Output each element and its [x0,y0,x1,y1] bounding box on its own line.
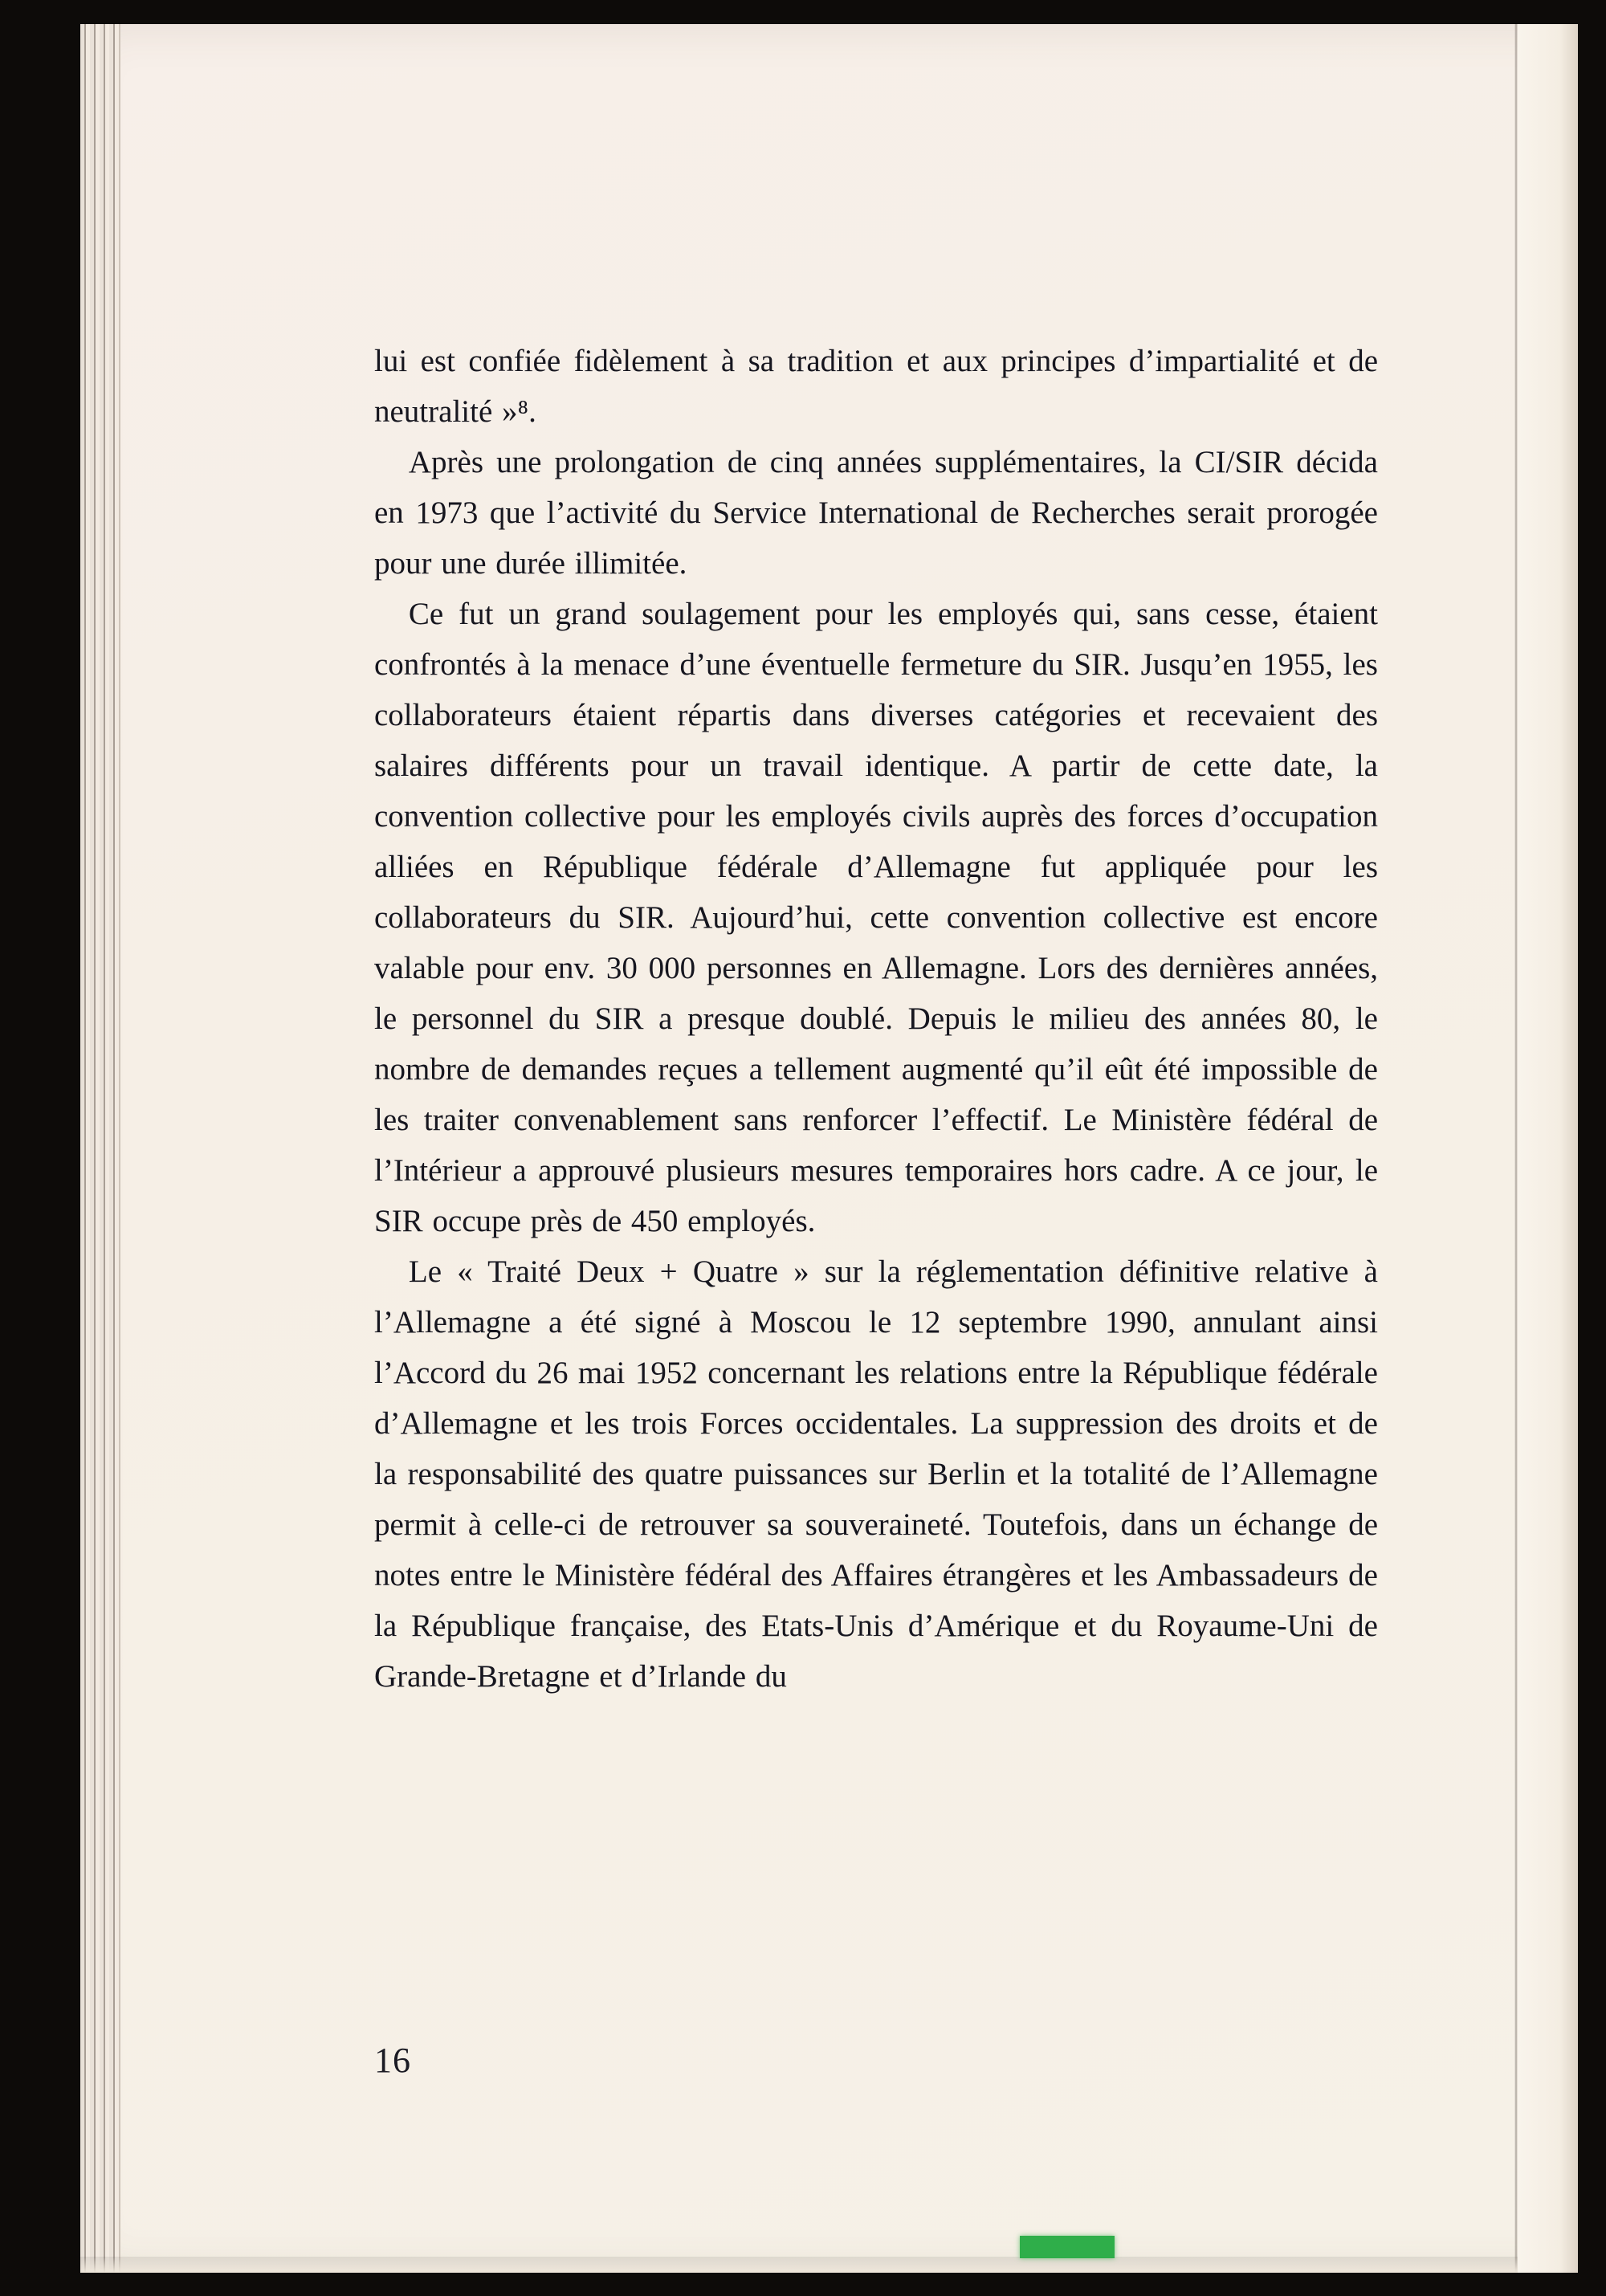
paragraph: Le « Traité Deux + Quatre » sur la réglementation définitive relative à l’Allemagne a été signé à Moscou le 12 septembre 1990, annulant ainsi l’Accord du 26 mai 1952 concernant les relations entre la République fédérale d’Allemagne et les trois Forces occidentales. La suppression des droits et de la responsabilité des quatre puissances sur Berlin et la totalité de l’Allemagne permit à celle-ci de retrouver sa souveraineté. Toutefois, dans un échange de notes entre le Ministère fédéral des Affaires étrangères et les Ambassadeurs de la République française, des Etats-Unis d’Amérique et du Royaume-Uni de Grande-Bretagne et d’Irlande du [374,1254,1378,1694]
book-page-stack-edges [80,24,120,2273]
scanner-green-artifact [1020,2236,1115,2258]
paragraph: Ce fut un grand soulagement pour les employés qui, sans cesse, étaient confrontés à la menace d’une éventuelle fermeture du SIR. Jusqu’en 1955, les collaborateurs étaient répartis dans diverses catégories et recevaient des salaires différents pour un travail identique. A partir de cette date, la convention collective pour les employés civils auprès des forces d’occupation alliées en République fédérale d’Allemagne fut appliquée pour les collaborateurs du SIR. Aujourd’hui, cette convention collective est encore valable pour env. 30 000 personnes en Allemagne. Lors des dernières années, le personnel du SIR a presque doublé. Depuis le milieu des années 80, le nombre de demandes reçues a tellement augmenté qu’il eût été impossible de les traiter convenablement sans renforcer l’effectif. Le Ministère fédéral de l’Intérieur a approuvé plusieurs mesures temporaires hors cadre. A ce jour, le SIR occupe près de 450 employés. [374,597,1378,1238]
paragraph: Après une prolongation de cinq années supplémentaires, la CI/SIR décida en 1973 que l’activité du Service International de Recherches serait prorogée pour une durée illimitée. [374,445,1378,581]
right-page-edge [1518,24,1578,2273]
page-fold-line [1514,24,1518,2273]
page-number: 16 [374,2041,411,2080]
body-text-block [374,336,1378,1702]
paragraph: lui est confiée fidèlement à sa tradition et aux principes d’impartialité et de neutralité »⁸. [374,344,1378,429]
scanned-book-page [80,24,1578,2273]
bottom-page-edge [80,2257,1518,2273]
